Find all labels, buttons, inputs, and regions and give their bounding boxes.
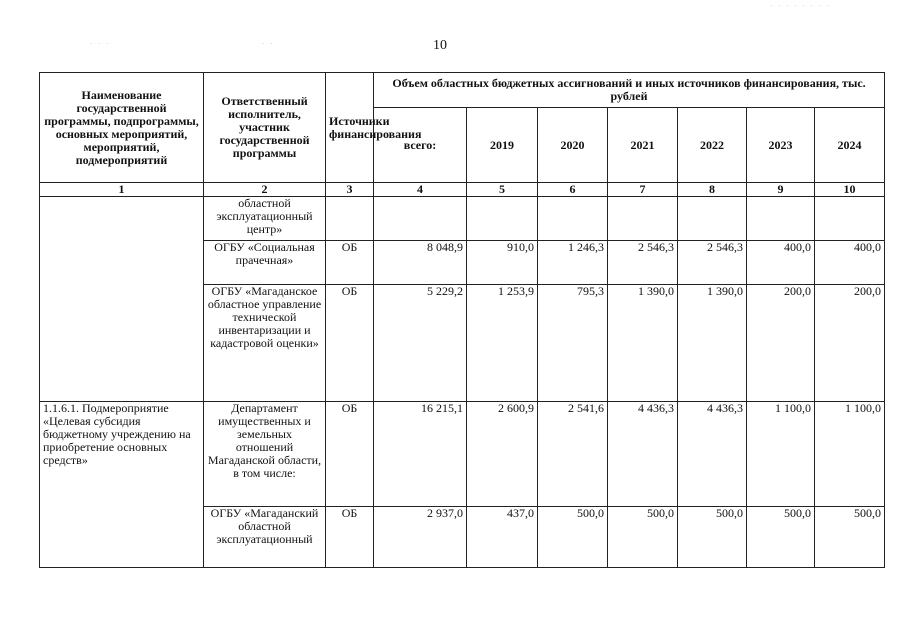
row-value: 500,0 xyxy=(678,507,747,568)
row-source: ОБ xyxy=(326,507,374,568)
row-value xyxy=(678,197,747,241)
row-value: 1 100,0 xyxy=(815,402,885,507)
column-number: 4 xyxy=(374,183,467,197)
row-name xyxy=(40,197,204,402)
scan-artifact: · · · · · · · · xyxy=(770,2,831,10)
header-year: 2024 xyxy=(815,108,885,183)
row-value xyxy=(374,197,467,241)
header-volume: Объем областных бюджетных ассигнований и иных источников финансирования, тыс. рублей xyxy=(374,73,885,108)
row-value: 200,0 xyxy=(815,285,885,402)
row-value: 200,0 xyxy=(747,285,815,402)
row-value: 2 541,6 xyxy=(538,402,608,507)
column-number-row xyxy=(40,183,885,197)
row-value: 16 215,1 xyxy=(374,402,467,507)
column-number: 1 xyxy=(40,183,204,197)
row-value: 1 246,3 xyxy=(538,241,608,285)
row-value xyxy=(815,197,885,241)
row-value xyxy=(608,197,678,241)
column-number: 7 xyxy=(608,183,678,197)
row-executor: Департамент имущественных и земельных отношений Магаданской области, в том числе: xyxy=(204,402,326,507)
row-value: 1 100,0 xyxy=(747,402,815,507)
column-number: 9 xyxy=(747,183,815,197)
row-value: 5 229,2 xyxy=(374,285,467,402)
row-value xyxy=(747,197,815,241)
row-value: 1 390,0 xyxy=(678,285,747,402)
header-year: 2023 xyxy=(747,108,815,183)
row-value: 910,0 xyxy=(467,241,538,285)
column-number: 3 xyxy=(326,183,374,197)
header-year: 2019 xyxy=(467,108,538,183)
row-value xyxy=(467,197,538,241)
scan-artifact: · · · xyxy=(90,40,111,48)
row-executor: ОГБУ «Магаданское областное управление технической инвентаризации и кадастровой оценки» xyxy=(204,285,326,402)
row-name: 1.1.6.1. Подмероприятие «Целевая субсидия бюджетному учреждению на приобретение основных средств» xyxy=(40,402,204,568)
row-value: 4 436,3 xyxy=(608,402,678,507)
header-executor: Ответственный исполнитель, участник государственной программы xyxy=(204,73,326,183)
row-value: 8 048,9 xyxy=(374,241,467,285)
row-value: 400,0 xyxy=(815,241,885,285)
row-source: ОБ xyxy=(326,241,374,285)
table-row xyxy=(40,402,885,507)
row-executor: ОГБУ «Магаданский областной эксплуатационный xyxy=(204,507,326,568)
funding-table xyxy=(39,72,885,568)
column-number: 6 xyxy=(538,183,608,197)
column-number: 2 xyxy=(204,183,326,197)
header-year: 2022 xyxy=(678,108,747,183)
row-value: 500,0 xyxy=(815,507,885,568)
row-value: 4 436,3 xyxy=(678,402,747,507)
row-value: 2 546,3 xyxy=(608,241,678,285)
row-source: ОБ xyxy=(326,402,374,507)
row-value: 2 937,0 xyxy=(374,507,467,568)
row-value: 2 546,3 xyxy=(678,241,747,285)
column-number: 5 xyxy=(467,183,538,197)
header-year: 2020 xyxy=(538,108,608,183)
page-number: 10 xyxy=(433,38,447,53)
row-value: 500,0 xyxy=(747,507,815,568)
row-source xyxy=(326,197,374,241)
row-value: 795,3 xyxy=(538,285,608,402)
row-value xyxy=(538,197,608,241)
table-row xyxy=(40,197,885,241)
row-source: ОБ xyxy=(326,285,374,402)
row-value: 400,0 xyxy=(747,241,815,285)
header-total: всего: xyxy=(374,108,467,183)
header-name: Наименование государственной программы, подпрограммы, основных мероприятий, мероприятий, подмероприятий xyxy=(40,73,204,183)
scan-artifact: · · xyxy=(262,40,275,48)
row-value: 500,0 xyxy=(538,507,608,568)
row-value: 1 253,9 xyxy=(467,285,538,402)
header-source: Источники финансирования xyxy=(326,73,374,183)
column-number: 10 xyxy=(815,183,885,197)
column-number: 8 xyxy=(678,183,747,197)
row-value: 1 390,0 xyxy=(608,285,678,402)
row-value: 2 600,9 xyxy=(467,402,538,507)
row-executor: ОГБУ «Социальная прачечная» xyxy=(204,241,326,285)
row-executor: областной эксплуатационный центр» xyxy=(204,197,326,241)
header-year: 2021 xyxy=(608,108,678,183)
row-value: 437,0 xyxy=(467,507,538,568)
row-value: 500,0 xyxy=(608,507,678,568)
